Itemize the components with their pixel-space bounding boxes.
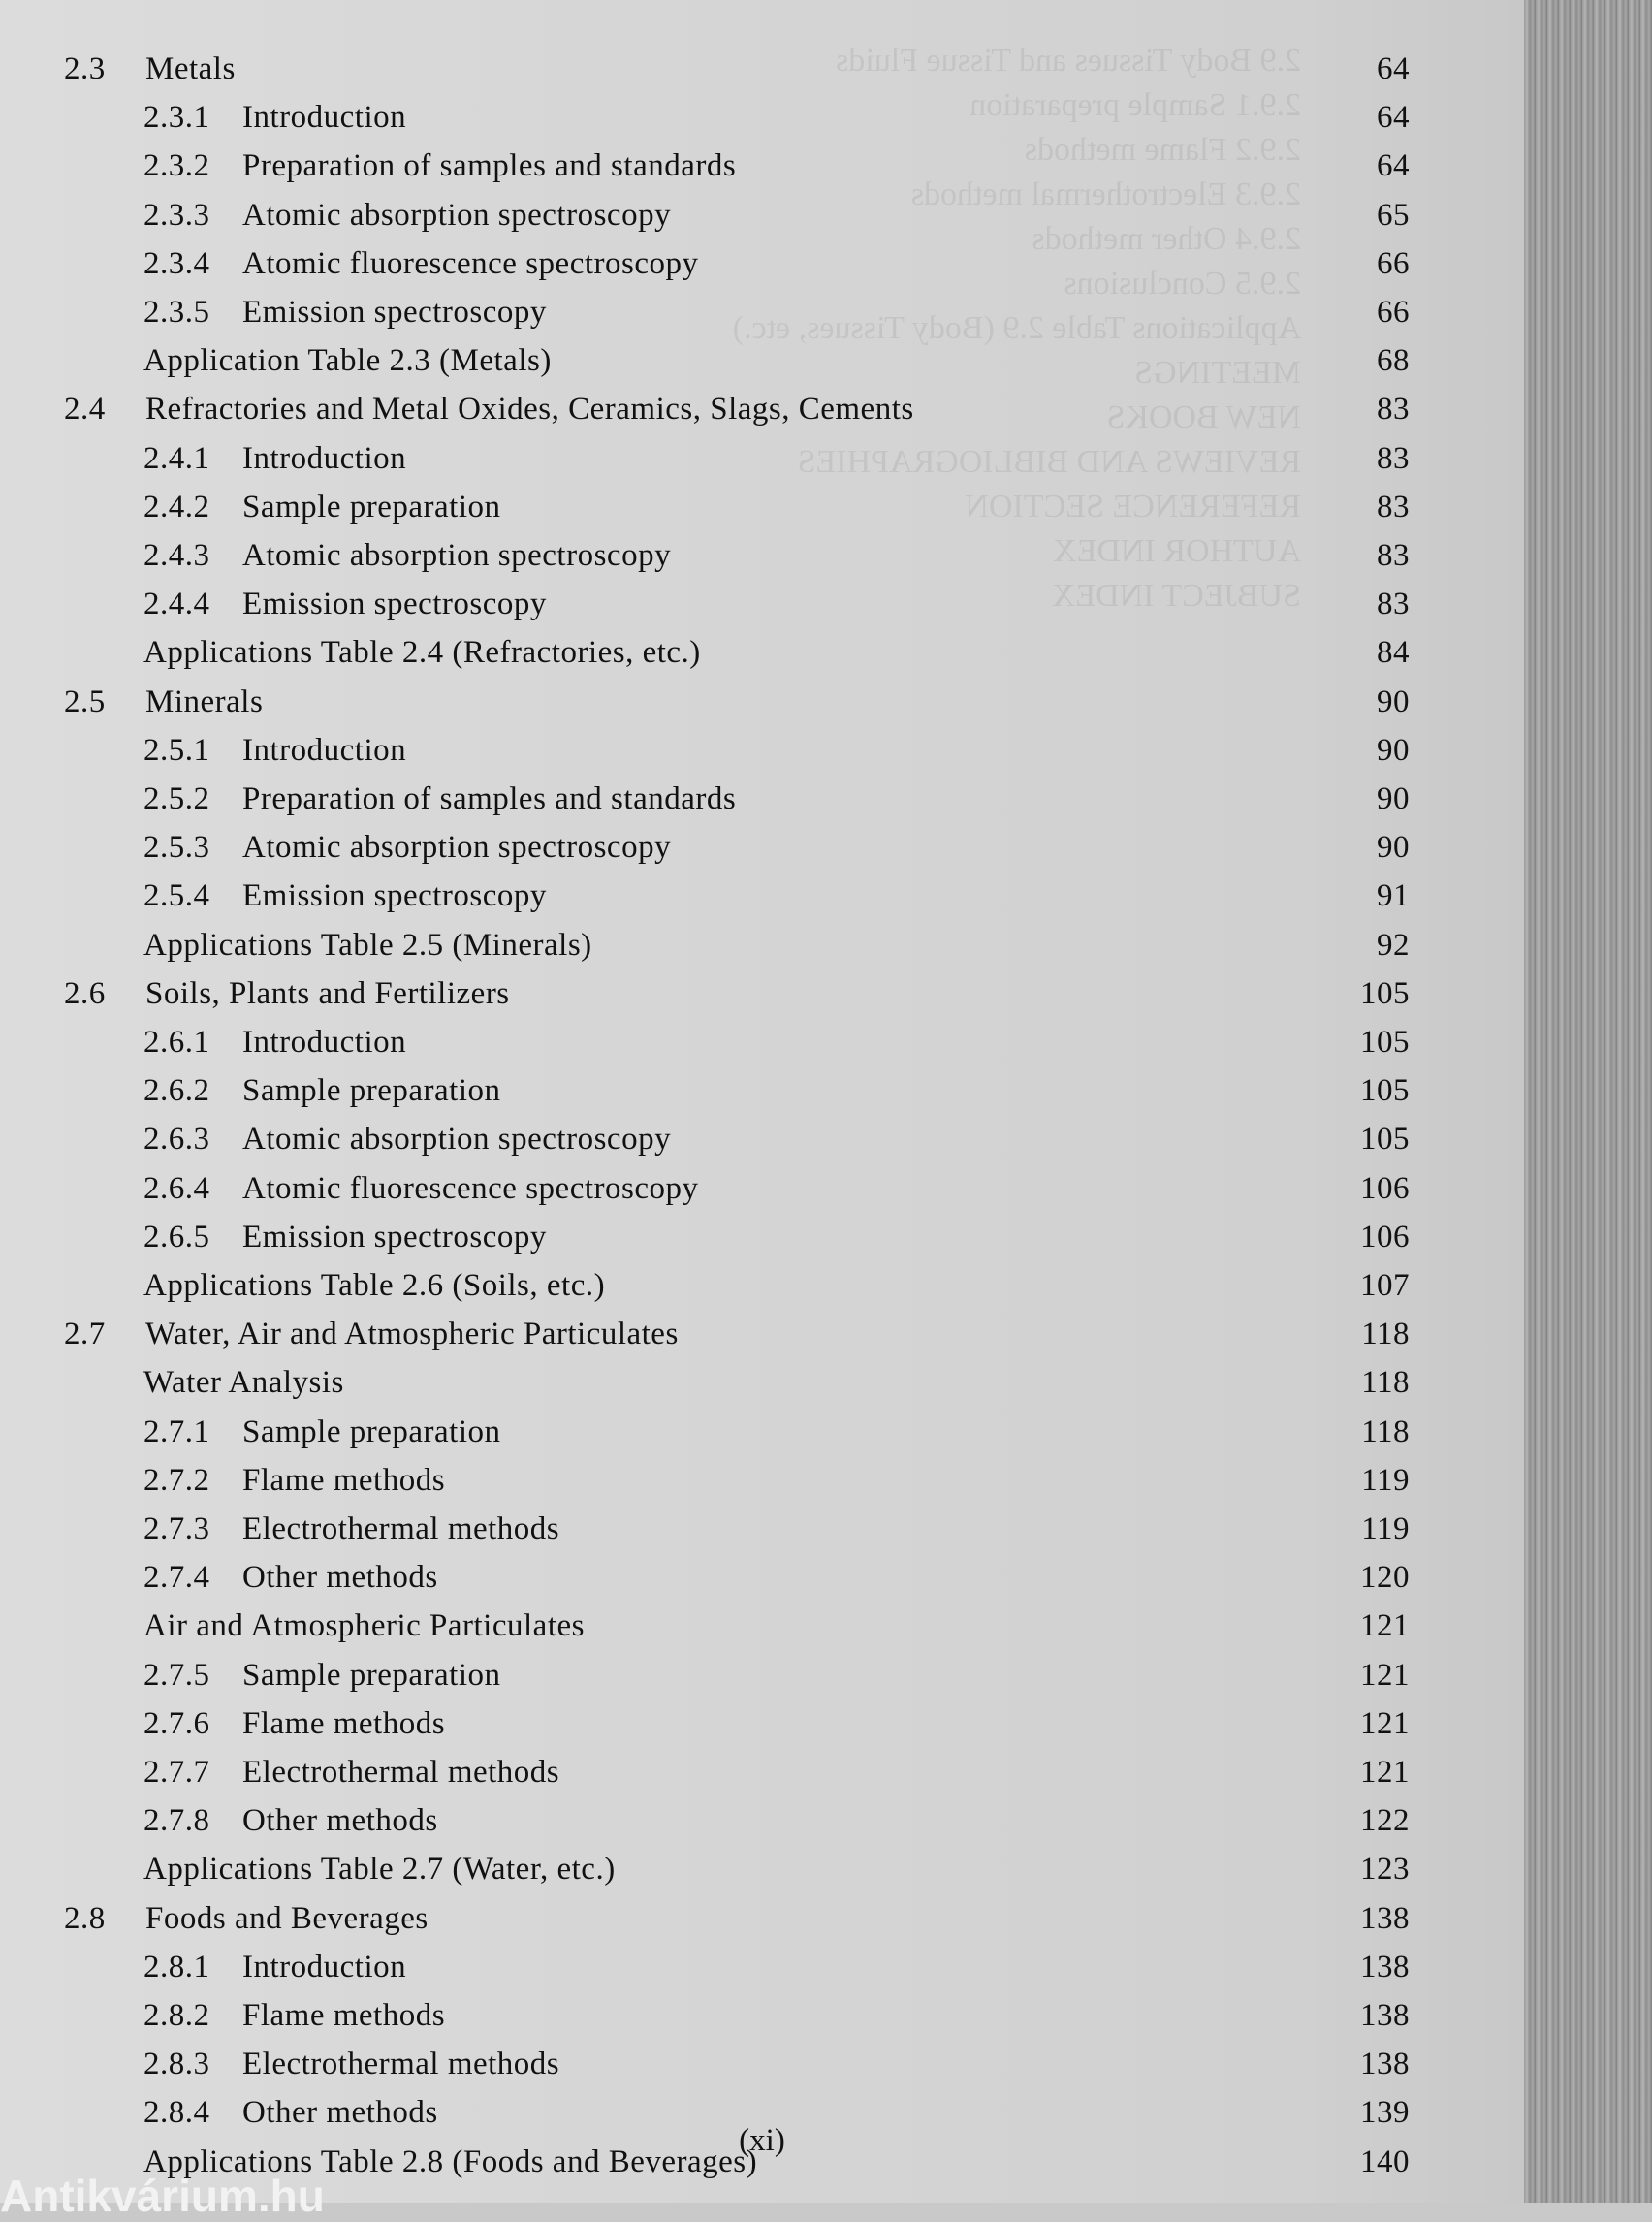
- toc-page-number: 119: [1361, 1511, 1410, 1546]
- toc-page-number: 90: [1377, 781, 1410, 816]
- toc-number: 2.4.3: [143, 538, 210, 573]
- toc-number: 2.7.3: [143, 1511, 210, 1546]
- book-spine-edge: [1524, 0, 1652, 2203]
- toc-section: [0, 969, 1524, 1018]
- toc-title: Emission spectroscopy: [242, 295, 547, 330]
- toc-title: Sample preparation: [242, 1413, 501, 1449]
- toc-number: 2.4: [64, 392, 106, 428]
- toc-page-number: 105: [1360, 1025, 1410, 1060]
- show-through-line: 2.9.4 Other methods: [1032, 221, 1301, 257]
- toc-subsection: [0, 483, 1524, 531]
- toc-title: Applications Table 2.6 (Soils, etc.): [143, 1268, 606, 1303]
- toc-title: Emission spectroscopy: [242, 587, 547, 622]
- page-folio: (xi): [739, 2123, 785, 2158]
- toc-number: 2.8.1: [143, 1949, 210, 1984]
- toc-number: 2.7.1: [143, 1413, 210, 1449]
- toc-page-number: 90: [1377, 683, 1410, 719]
- toc-number: 2.5.4: [143, 878, 210, 914]
- toc-title: Refractories and Metal Oxides, Ceramics, Slags, Cements: [145, 392, 914, 428]
- toc-title: Other methods: [242, 1803, 438, 1839]
- toc-section: [0, 385, 1524, 433]
- toc-page-number: 107: [1360, 1268, 1410, 1303]
- toc-section: [0, 1894, 1524, 1943]
- toc-subsection: [0, 93, 1524, 142]
- toc-page-number: 121: [1360, 1755, 1410, 1790]
- toc-subsection: [0, 142, 1524, 190]
- toc-number: 2.3.3: [143, 197, 210, 233]
- toc-number: 2.5.3: [143, 830, 210, 866]
- toc-section: [0, 678, 1524, 726]
- toc-title: Minerals: [145, 683, 264, 719]
- toc-subsection: [0, 1553, 1524, 1602]
- toc-section: [0, 1358, 1524, 1407]
- toc-page-number: 120: [1360, 1560, 1410, 1596]
- toc-number: 2.7.6: [143, 1705, 210, 1741]
- toc-title: Atomic absorption spectroscopy: [242, 197, 672, 233]
- show-through-line: REVIEWS AND BIBLIOGRAPHIES: [797, 444, 1301, 480]
- toc-number: 2.6.5: [143, 1219, 210, 1254]
- toc-number: 2.6.1: [143, 1025, 210, 1060]
- toc-title: Introduction: [242, 440, 407, 476]
- toc-section: [0, 1261, 1524, 1310]
- toc-title: Emission spectroscopy: [242, 1219, 547, 1254]
- toc-section: [0, 1602, 1524, 1650]
- toc-page-number: 64: [1377, 148, 1410, 184]
- toc-page-number: 122: [1360, 1803, 1410, 1839]
- toc-page-number: 138: [1360, 1998, 1410, 2033]
- toc-title: Introduction: [242, 1949, 407, 1984]
- toc-page-number: 84: [1377, 635, 1410, 671]
- toc-page-number: 121: [1360, 1657, 1410, 1693]
- toc-title: Applications Table 2.4 (Refractories, etc.): [143, 635, 701, 671]
- toc-number: 2.3.1: [143, 100, 210, 136]
- toc-page-number: 83: [1377, 587, 1410, 622]
- toc-title: Preparation of samples and standards: [242, 781, 737, 816]
- toc-subsection: [0, 1164, 1524, 1213]
- toc-number: 2.8.3: [143, 2047, 210, 2082]
- toc-title: Other methods: [242, 1560, 438, 1596]
- toc-page-number: 138: [1360, 1949, 1410, 1984]
- toc-page-number: 90: [1377, 830, 1410, 866]
- toc-page-number: 121: [1360, 1705, 1410, 1741]
- toc-page-number: 105: [1360, 1073, 1410, 1109]
- toc-number: 2.3.4: [143, 245, 210, 281]
- toc-subsection: [0, 1213, 1524, 1261]
- toc-number: 2.6.2: [143, 1073, 210, 1109]
- toc-title: Sample preparation: [242, 489, 501, 524]
- toc-page-number: 66: [1377, 295, 1410, 330]
- toc-section: [0, 1845, 1524, 1893]
- toc-number: 2.4.2: [143, 489, 210, 524]
- toc-subsection: [0, 531, 1524, 580]
- toc-section: [0, 1310, 1524, 1358]
- toc-number: 2.7.2: [143, 1462, 210, 1498]
- toc-subsection: [0, 1505, 1524, 1553]
- toc-number: 2.5.2: [143, 781, 210, 816]
- toc-title: Foods and Beverages: [145, 1900, 429, 1936]
- toc-number: 2.6: [64, 975, 106, 1011]
- toc-title: Water Analysis: [143, 1365, 344, 1401]
- toc-subsection: [0, 726, 1524, 775]
- toc-number: 2.4.1: [143, 440, 210, 476]
- toc-subsection: [0, 1699, 1524, 1748]
- show-through-line: 2.9.5 Conclusions: [1064, 266, 1301, 302]
- toc-number: 2.5.1: [143, 732, 210, 768]
- toc-number: 2.7.7: [143, 1755, 210, 1790]
- toc-number: 2.6.3: [143, 1122, 210, 1158]
- toc-number: 2.3.2: [143, 148, 210, 184]
- toc-page-number: 83: [1377, 489, 1410, 524]
- toc-page-number: 119: [1361, 1462, 1410, 1498]
- toc-title: Electrothermal methods: [242, 1755, 560, 1790]
- show-through-line: NEW BOOKS: [1106, 399, 1301, 435]
- toc-subsection: [0, 1651, 1524, 1699]
- toc-title: Sample preparation: [242, 1073, 501, 1109]
- toc-page-number: 118: [1361, 1413, 1410, 1449]
- toc-page-number: 83: [1377, 392, 1410, 428]
- toc-subsection: [0, 1018, 1524, 1066]
- toc-subsection: [0, 1456, 1524, 1505]
- toc-page-number: 105: [1360, 1122, 1410, 1158]
- toc-subsection: [0, 288, 1524, 336]
- toc-page-number: 106: [1360, 1219, 1410, 1254]
- toc-section: [0, 336, 1524, 385]
- toc-section: [0, 45, 1524, 93]
- toc-number: 2.5: [64, 683, 106, 719]
- show-through-line: 2.9.1 Sample preparation: [969, 87, 1301, 123]
- toc-title: Atomic absorption spectroscopy: [242, 830, 672, 866]
- toc-page-number: 83: [1377, 538, 1410, 573]
- toc-page-number: 138: [1360, 2047, 1410, 2082]
- toc-number: 2.7.8: [143, 1803, 210, 1839]
- toc-subsection: [0, 191, 1524, 239]
- toc-page-number: 91: [1377, 878, 1410, 914]
- toc-subsection: [0, 1066, 1524, 1115]
- toc-page-number: 68: [1377, 343, 1410, 379]
- toc-section: [0, 921, 1524, 969]
- toc-title: Flame methods: [242, 1998, 446, 2033]
- toc-title: Atomic fluorescence spectroscopy: [242, 1170, 699, 1206]
- toc-title: Atomic fluorescence spectroscopy: [242, 245, 699, 281]
- toc-title: Introduction: [242, 1025, 407, 1060]
- toc-subsection: [0, 823, 1524, 872]
- toc-title: Flame methods: [242, 1705, 446, 1741]
- toc-title: Application Table 2.3 (Metals): [143, 343, 552, 379]
- toc-title: Other methods: [242, 2095, 438, 2131]
- show-through-line: 2.9 Body Tissues and Tissue Fluids: [836, 43, 1301, 79]
- toc-page-number: 83: [1377, 440, 1410, 476]
- toc-subsection: [0, 1748, 1524, 1796]
- toc-page-number: 138: [1360, 1900, 1410, 1936]
- toc-page-number: 105: [1360, 975, 1410, 1011]
- toc-title: Preparation of samples and standards: [242, 148, 737, 184]
- watermark: Antikvárium.hu: [0, 2171, 325, 2221]
- show-through-line: 2.9.3 Electrothermal methods: [910, 176, 1301, 212]
- toc-subsection: [0, 1943, 1524, 1991]
- toc-subsection: [0, 1796, 1524, 1845]
- toc-subsection: [0, 434, 1524, 483]
- toc-title: Electrothermal methods: [242, 2047, 560, 2082]
- toc-title: Atomic absorption spectroscopy: [242, 1122, 672, 1158]
- toc-page-number: 139: [1360, 2095, 1410, 2131]
- toc-title: Water, Air and Atmospheric Particulates: [145, 1317, 679, 1352]
- toc-page-number: 64: [1377, 100, 1410, 136]
- toc-title: Atomic absorption spectroscopy: [242, 538, 672, 573]
- toc-number: 2.8: [64, 1900, 106, 1936]
- toc-title: Applications Table 2.5 (Minerals): [143, 927, 592, 963]
- toc-subsection: [0, 1991, 1524, 2040]
- toc-title: Sample preparation: [242, 1657, 501, 1693]
- toc-subsection: [0, 872, 1524, 920]
- show-through-line: AUTHOR INDEX: [1053, 533, 1301, 569]
- toc-number: 2.3.5: [143, 295, 210, 330]
- show-through-line: REFERENCE SECTION: [965, 489, 1301, 524]
- toc-subsection: [0, 580, 1524, 628]
- toc-title: Metals: [145, 51, 236, 86]
- toc-number: 2.8.4: [143, 2095, 210, 2131]
- toc-subsection: [0, 775, 1524, 823]
- toc-page-number: 140: [1360, 2143, 1410, 2179]
- toc-subsection: [0, 2040, 1524, 2088]
- toc-subsection: [0, 1408, 1524, 1456]
- toc-title: Soils, Plants and Fertilizers: [145, 975, 510, 1011]
- toc-title: Introduction: [242, 100, 407, 136]
- toc-subsection: [0, 1115, 1524, 1163]
- show-through-line: Applications Table 2.9 (Body Tissues, etc.): [732, 310, 1301, 346]
- toc-title: Air and Atmospheric Particulates: [143, 1608, 585, 1644]
- toc-number: 2.8.2: [143, 1998, 210, 2033]
- toc-page-number: 118: [1361, 1365, 1410, 1401]
- toc-title: Applications Table 2.8 (Foods and Beverages): [143, 2143, 758, 2179]
- toc-number: 2.7: [64, 1317, 106, 1352]
- toc-number: 2.4.4: [143, 587, 210, 622]
- show-through-line: MEETINGS: [1134, 355, 1301, 391]
- toc-title: Introduction: [242, 732, 407, 768]
- toc-page-number: 121: [1360, 1608, 1410, 1644]
- show-through-line: 2.9.2 Flame methods: [1024, 132, 1301, 168]
- toc-page-number: 92: [1377, 927, 1410, 963]
- toc-section: [0, 628, 1524, 677]
- toc-title: Electrothermal methods: [242, 1511, 560, 1546]
- toc-title: Flame methods: [242, 1462, 446, 1498]
- toc-number: 2.7.4: [143, 1560, 210, 1596]
- toc-number: 2.3: [64, 51, 106, 86]
- toc-page-number: 65: [1377, 197, 1410, 233]
- toc-page-number: 64: [1377, 51, 1410, 86]
- toc-page-number: 123: [1360, 1852, 1410, 1888]
- toc-title: Emission spectroscopy: [242, 878, 547, 914]
- toc-page-number: 90: [1377, 732, 1410, 768]
- toc-title: Applications Table 2.7 (Water, etc.): [143, 1852, 616, 1888]
- toc-page-number: 118: [1361, 1317, 1410, 1352]
- show-through-line: SUBJECT INDEX: [1051, 578, 1301, 614]
- toc-number: 2.7.5: [143, 1657, 210, 1693]
- toc-number: 2.6.4: [143, 1170, 210, 1206]
- toc-page-number: 106: [1360, 1170, 1410, 1206]
- toc-page-number: 66: [1377, 245, 1410, 281]
- toc-subsection: [0, 239, 1524, 288]
